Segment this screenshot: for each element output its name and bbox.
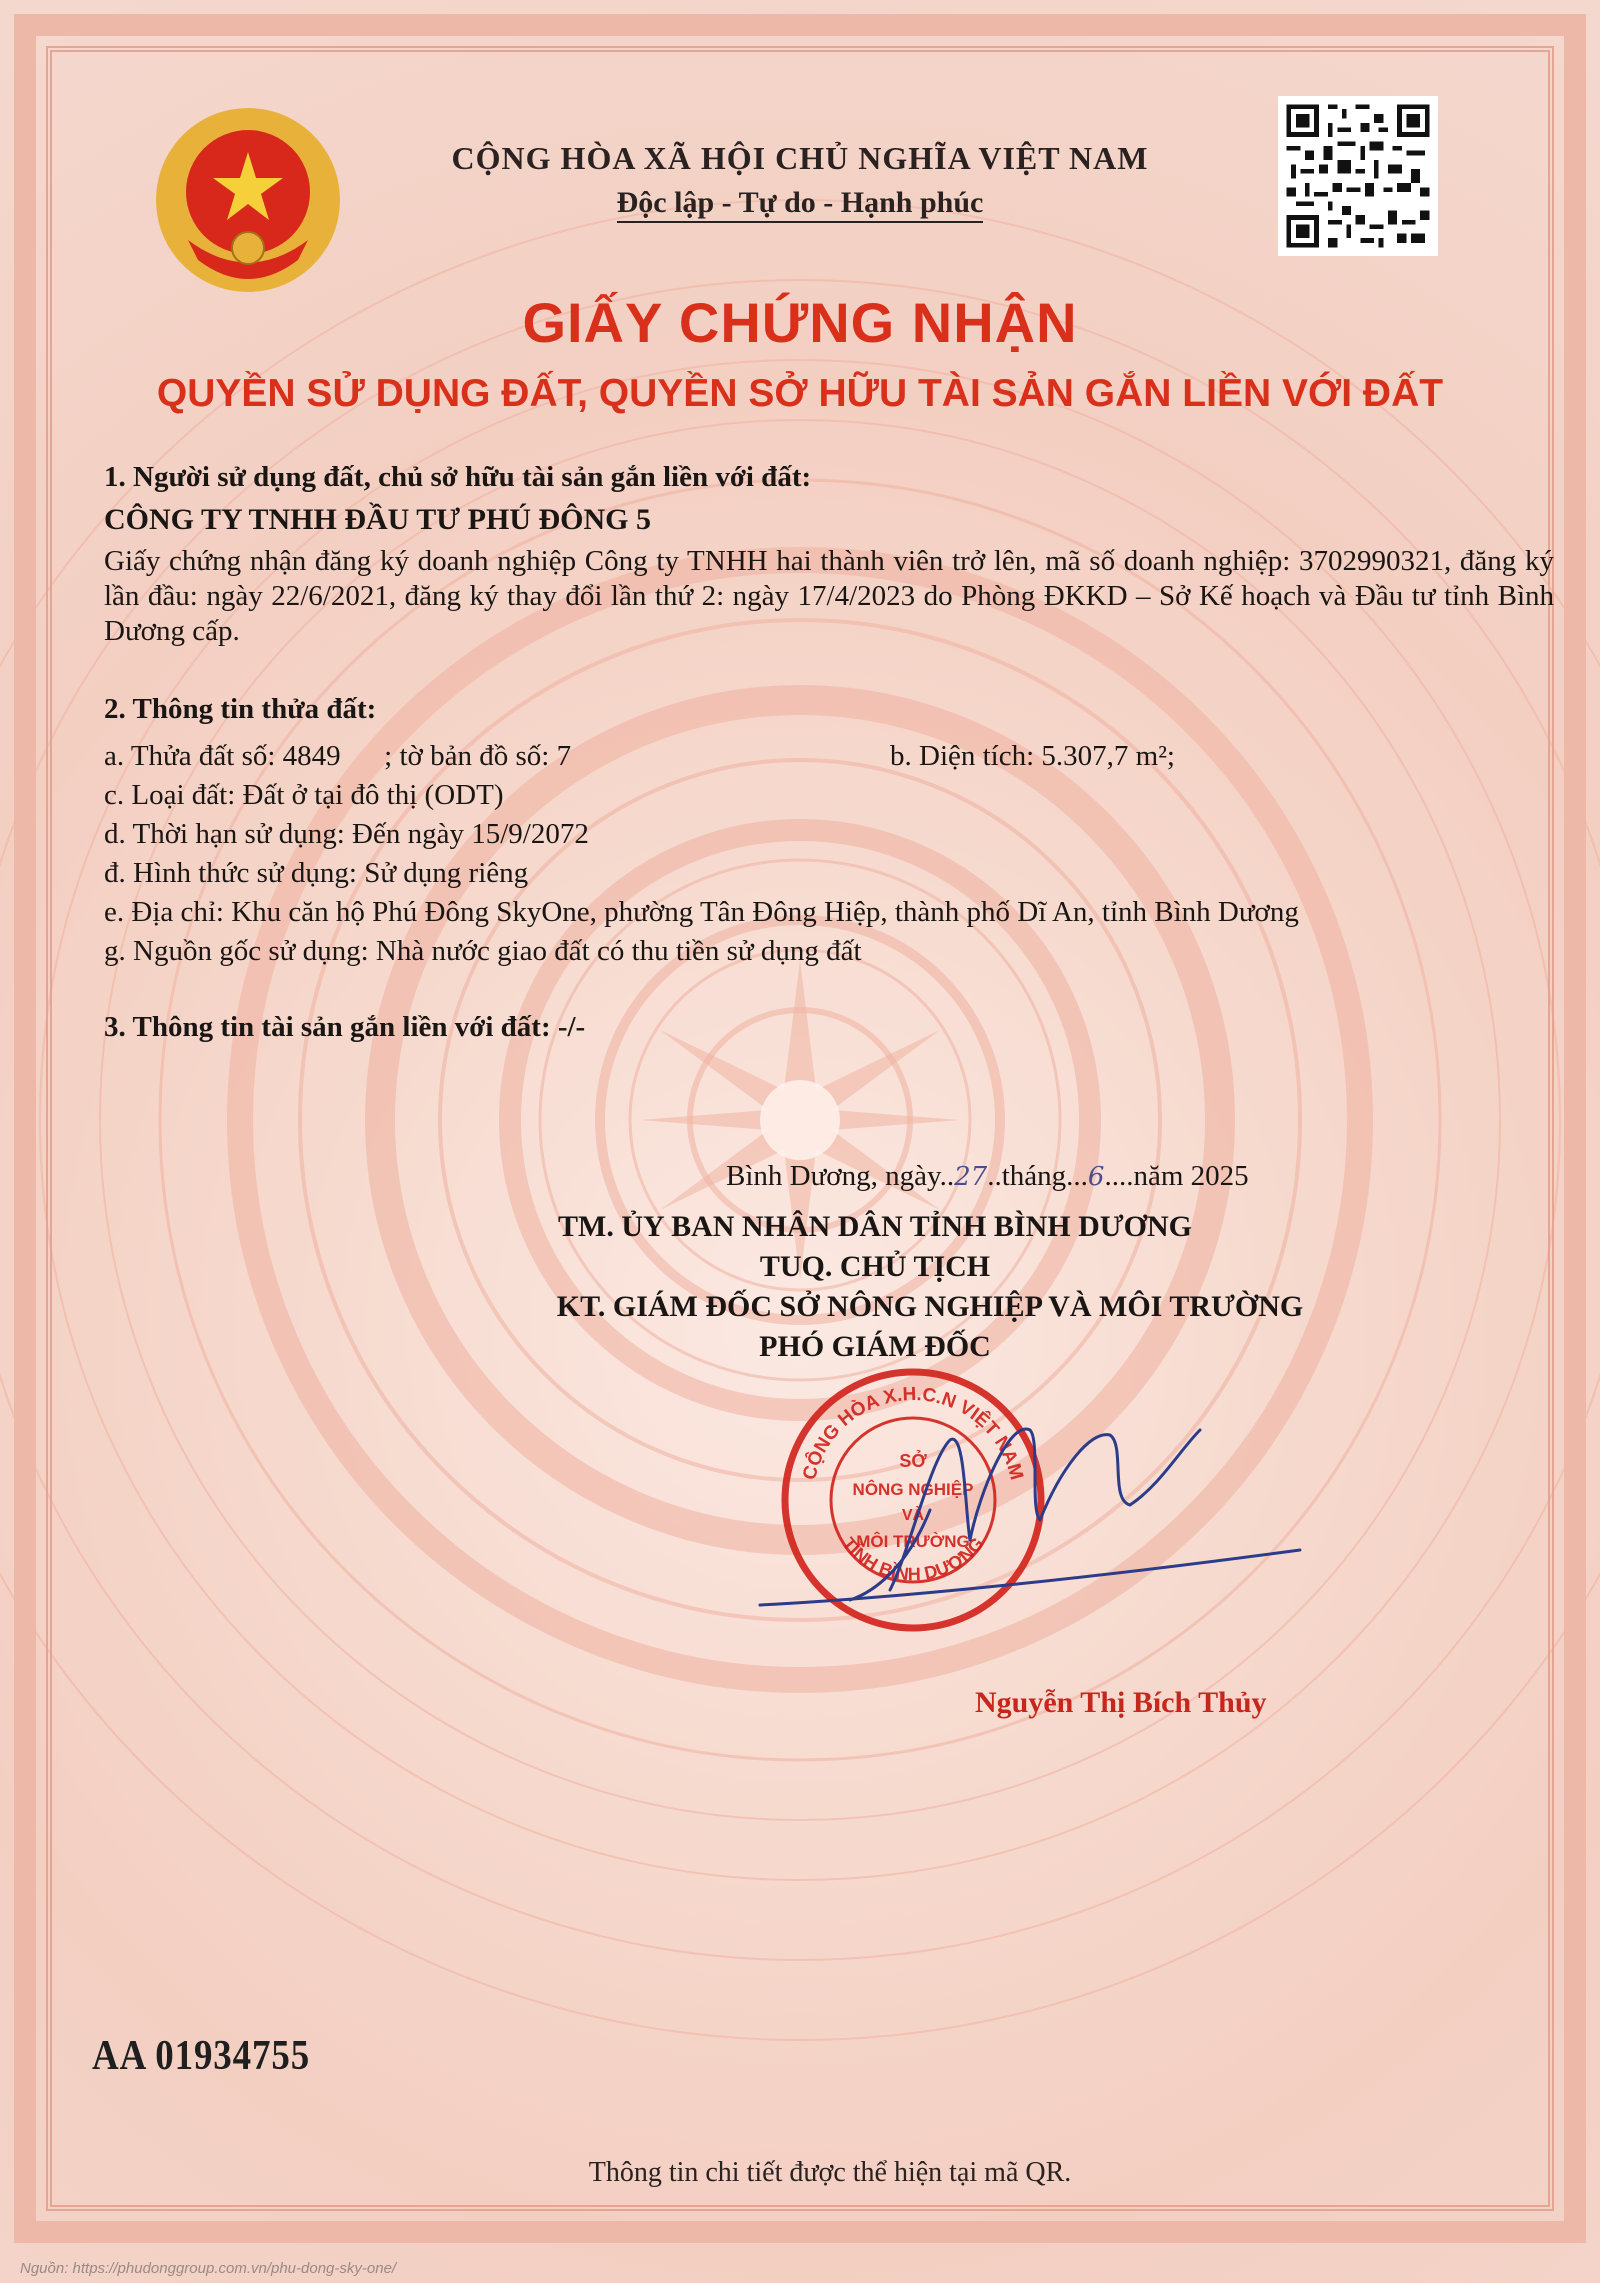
svg-text:VÀ: VÀ bbox=[901, 1507, 925, 1524]
svg-text:TỈNH BÌNH DƯƠNG: TỈNH BÌNH DƯƠNG bbox=[838, 1533, 988, 1585]
issue-month-label: tháng bbox=[1001, 1160, 1067, 1192]
svg-text:SỞ: SỞ bbox=[899, 1451, 927, 1471]
issue-place-date: Bình Dương, ngày..27..tháng...6....năm 2025 bbox=[726, 1160, 1249, 1192]
section1-heading: 1. Người sử dụng đất, chủ sở hữu tài sản gắn liền với đất: bbox=[104, 461, 812, 493]
authority-line-3: KT. GIÁM ĐỐC SỞ NÔNG NGHIỆP VÀ MÔI TRƯỜNG bbox=[556, 1290, 1304, 1323]
svg-text:NÔNG NGHIỆP: NÔNG NGHIỆP bbox=[852, 1480, 974, 1499]
parcel-number: a. Thửa đất số: 4849 ; tờ bản đồ số: 7 bbox=[104, 740, 572, 772]
parcel-address: e. Địa chỉ: Khu căn hộ Phú Đông SkyOne, phường Tân Đông Hiệp, thành phố Dĩ An, tỉnh Bình Dương bbox=[104, 896, 1299, 928]
authority-line-1: TM. ỦY BAN NHÂN DÂN TỈNH BÌNH DƯƠNG bbox=[558, 1210, 1192, 1243]
motto-text: Độc lập - Tự do - Hạnh phúc bbox=[617, 186, 984, 223]
issue-year: năm 2025 bbox=[1133, 1160, 1249, 1192]
land-type: c. Loại đất: Đất ở tại đô thị (ODT) bbox=[104, 779, 504, 811]
owner-name: CÔNG TY TNHH ĐẦU TƯ PHÚ ĐÔNG 5 bbox=[104, 503, 651, 536]
issue-month: 6 bbox=[1087, 1162, 1105, 1192]
certificate-title: GIẤY CHỨNG NHẬN bbox=[522, 291, 1078, 354]
usage-form: đ. Hình thức sử dụng: Sử dụng riêng bbox=[104, 857, 529, 889]
issue-day: 27 bbox=[954, 1162, 988, 1192]
section2-heading: 2. Thông tin thửa đất: bbox=[104, 693, 377, 725]
handwritten-signature bbox=[740, 1390, 1420, 1640]
authority-line-4: PHÓ GIÁM ĐỐC bbox=[759, 1330, 991, 1363]
inner-border bbox=[46, 46, 1554, 2211]
svg-text:MÔI TRƯỜNG: MÔI TRƯỜNG bbox=[856, 1532, 970, 1551]
national-motto bbox=[0, 186, 1600, 220]
authority-line-2: TUQ. CHỦ TỊCH bbox=[759, 1250, 991, 1283]
source-caption: Nguồn: https://phudonggroup.com.vn/phu-dong-sky-one/ bbox=[20, 2260, 397, 2277]
usage-origin: g. Nguồn gốc sử dụng: Nhà nước giao đất có thu tiền sử dụng đất bbox=[104, 935, 862, 967]
serial-number: AA 01934755 bbox=[92, 2033, 311, 2079]
section3-heading: 3. Thông tin tài sản gắn liền với đất: -/- bbox=[104, 1011, 586, 1043]
usage-term: d. Thời hạn sử dụng: Đến ngày 15/9/2072 bbox=[104, 818, 589, 850]
issue-place-prefix: Bình Dương, ngày bbox=[726, 1160, 940, 1192]
certificate-subtitle: QUYỀN SỬ DỤNG ĐẤT, QUYỀN SỞ HỮU TÀI SẢN GẮN LIỀN VỚI ĐẤT bbox=[156, 372, 1444, 415]
signer-name: Nguyễn Thị Bích Thủy bbox=[975, 1686, 1267, 1719]
svg-text:CỘNG HÒA X.H.C.N VIỆT NAM: CỘNG HÒA X.H.C.N VIỆT NAM bbox=[799, 1383, 1027, 1483]
owner-description: Giấy chứng nhận đăng ký doanh nghiệp Công ty TNHH hai thành viên trở lên, mã số doanh nghiệp: 3702990321, đăng ký lần đầu: ngày 22/6/2021, đăng ký thay đổi lần thứ 2: ngày 17/4/2023 do Phòng ĐKKD – Sở Kế hoạch và Đầu tư tỉnh Bình Dương cấp. bbox=[104, 545, 1554, 647]
qr-note: Thông tin chi tiết được thể hiện tại mã QR. bbox=[588, 2157, 1072, 2188]
country-name: CỘNG HÒA XÃ HỘI CHỦ NGHĨA VIỆT NAM bbox=[451, 140, 1149, 176]
parcel-area: b. Diện tích: 5.307,7 m²; bbox=[890, 740, 1175, 772]
